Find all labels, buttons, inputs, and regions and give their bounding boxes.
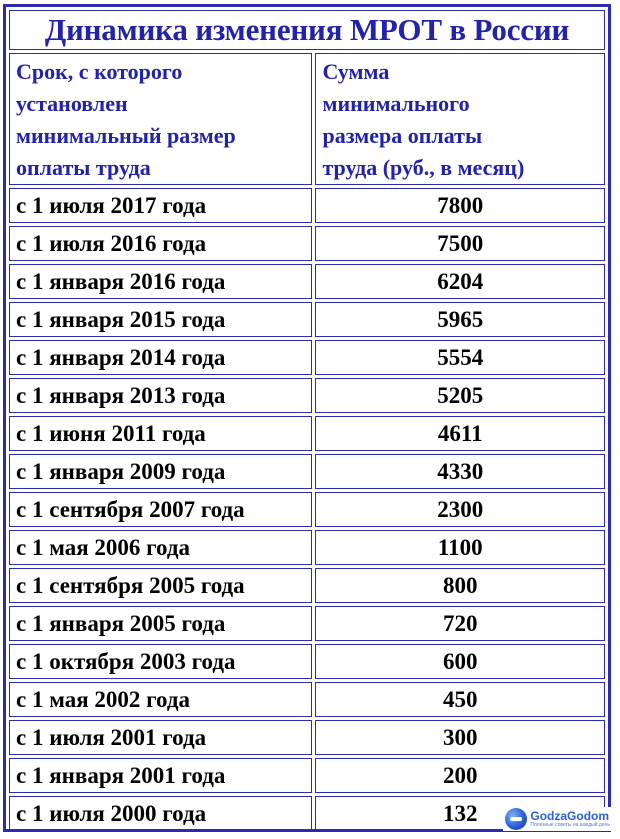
table-row [9, 416, 605, 451]
row-amount: 200 [315, 758, 605, 793]
watermark-tagline: Полезные советы на каждый день [530, 822, 610, 828]
row-date: с 1 июля 2000 года [9, 796, 312, 831]
row-amount: 800 [315, 568, 605, 603]
row-date: с 1 октября 2003 года [9, 644, 312, 679]
globe-logo-icon [505, 808, 527, 830]
table-row [9, 226, 605, 261]
mrot-table [3, 4, 611, 832]
table-row [9, 568, 605, 603]
row-amount: 5554 [315, 340, 605, 375]
table-row [9, 644, 605, 679]
table-row [9, 264, 605, 299]
row-amount: 5965 [315, 302, 605, 337]
table-title: Динамика изменения МРОТ в России [9, 10, 605, 50]
table-row [9, 378, 605, 413]
watermark-text [530, 810, 610, 828]
row-date: с 1 июля 2001 года [9, 720, 312, 755]
row-amount: 450 [315, 682, 605, 717]
table-header-row [9, 53, 605, 185]
row-amount: 7800 [315, 188, 605, 223]
row-date: с 1 сентября 2007 года [9, 492, 312, 527]
table-row [9, 492, 605, 527]
row-date: с 1 мая 2006 года [9, 530, 312, 565]
row-amount: 4611 [315, 416, 605, 451]
row-date: с 1 июня 2011 года [9, 416, 312, 451]
table-body [9, 188, 605, 831]
row-date: с 1 сентября 2005 года [9, 568, 312, 603]
row-date: с 1 июля 2017 года [9, 188, 312, 223]
row-amount: 6204 [315, 264, 605, 299]
row-date: с 1 июля 2016 года [9, 226, 312, 261]
table-row [9, 340, 605, 375]
table-row [9, 758, 605, 793]
row-date: с 1 января 2015 года [9, 302, 312, 337]
row-amount: 300 [315, 720, 605, 755]
row-amount: 7500 [315, 226, 605, 261]
row-date: с 1 января 2016 года [9, 264, 312, 299]
watermark [503, 807, 614, 831]
table-row [9, 188, 605, 223]
row-date: с 1 января 2001 года [9, 758, 312, 793]
table-row [9, 530, 605, 565]
row-date: с 1 января 2014 года [9, 340, 312, 375]
row-amount: 720 [315, 606, 605, 641]
row-date: с 1 января 2009 года [9, 454, 312, 489]
header-amount-column: Сумма минимального размера оплаты труда (руб., в месяц) [315, 53, 605, 185]
row-amount: 4330 [315, 454, 605, 489]
header-date-column: Срок, с которого установлен минимальный размер оплаты труда [9, 53, 312, 185]
row-amount: 1100 [315, 530, 605, 565]
row-amount: 5205 [315, 378, 605, 413]
watermark-name: GodzaGodom [530, 809, 610, 823]
row-amount: 600 [315, 644, 605, 679]
table-row [9, 606, 605, 641]
table-row [9, 720, 605, 755]
table-row [9, 682, 605, 717]
row-amount: 132 [315, 796, 605, 831]
table-row [9, 302, 605, 337]
row-date: с 1 мая 2002 года [9, 682, 312, 717]
row-date: с 1 января 2005 года [9, 606, 312, 641]
table-row [9, 454, 605, 489]
row-amount: 2300 [315, 492, 605, 527]
row-date: с 1 января 2013 года [9, 378, 312, 413]
